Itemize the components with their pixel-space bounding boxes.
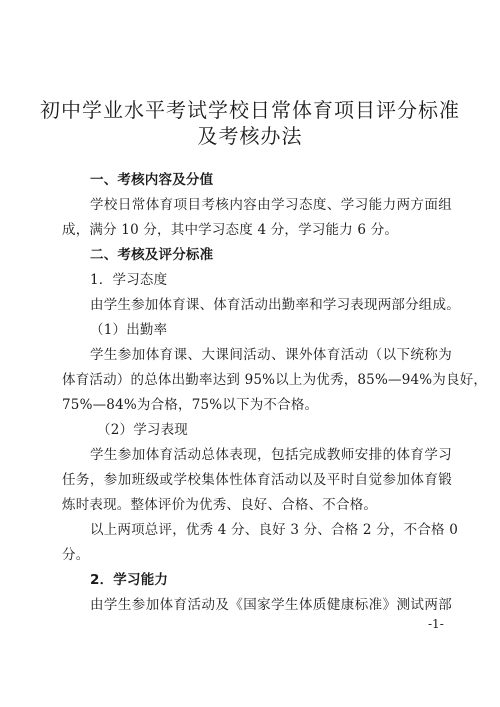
item-attendance-line-1: 学生参加体育课、大课间活动、课外体育活动（以下统称为 <box>90 347 452 363</box>
item-performance-line-2: 任务，参加班级或学校集体性体育活动以及平时自觉参加体育锻 <box>62 472 452 488</box>
item-performance-heading: （2）学习表现 <box>97 422 188 438</box>
subsection-ability-heading: 2．学习能力 <box>90 572 169 588</box>
summary-line-2: 分。 <box>62 547 90 563</box>
item-attendance-heading: （1）出勤率 <box>90 322 168 338</box>
section-2-heading: 二、考核及评分标准 <box>90 247 214 263</box>
document-title-line-2: 及考核办法 <box>197 124 303 148</box>
section-1-paragraph-line-2: 成，满分 10 分，其中学习态度 4 分，学习能力 6 分。 <box>62 222 399 238</box>
subsection-ability-paragraph: 由学生参加体育活动及《国家学生体质健康标准》测试两部 <box>90 597 452 613</box>
item-attendance-line-2: 体育活动）的总体出勤率达到 95%以上为优秀，85%—94%为良好， <box>62 372 488 388</box>
subsection-attitude-paragraph: 由学生参加体育课、体育活动出勤率和学习表现两部分组成。 <box>90 297 460 313</box>
page-number: -1- <box>428 617 444 631</box>
section-1-heading: 一、考核内容及分值 <box>90 172 214 188</box>
document-title-line-1: 初中学业水平考试学校日常体育项目评分标准 <box>40 98 460 122</box>
item-attendance-line-3: 75%—84%为合格，75%以下为不合格。 <box>62 397 319 413</box>
section-1-paragraph-line-1: 学校日常体育项目考核内容由学习态度、学习能力两方面组 <box>90 197 452 213</box>
item-performance-line-1: 学生参加体育活动总体表现，包括完成教师安排的体育学习 <box>90 447 452 463</box>
item-performance-line-3: 炼时表现。整体评价为优秀、良好、合格、不合格。 <box>62 497 378 513</box>
summary-line-1: 以上两项总评，优秀 4 分、良好 3 分、合格 2 分，不合格 0 <box>90 522 458 538</box>
subsection-attitude-heading: 1．学习态度 <box>90 272 168 288</box>
